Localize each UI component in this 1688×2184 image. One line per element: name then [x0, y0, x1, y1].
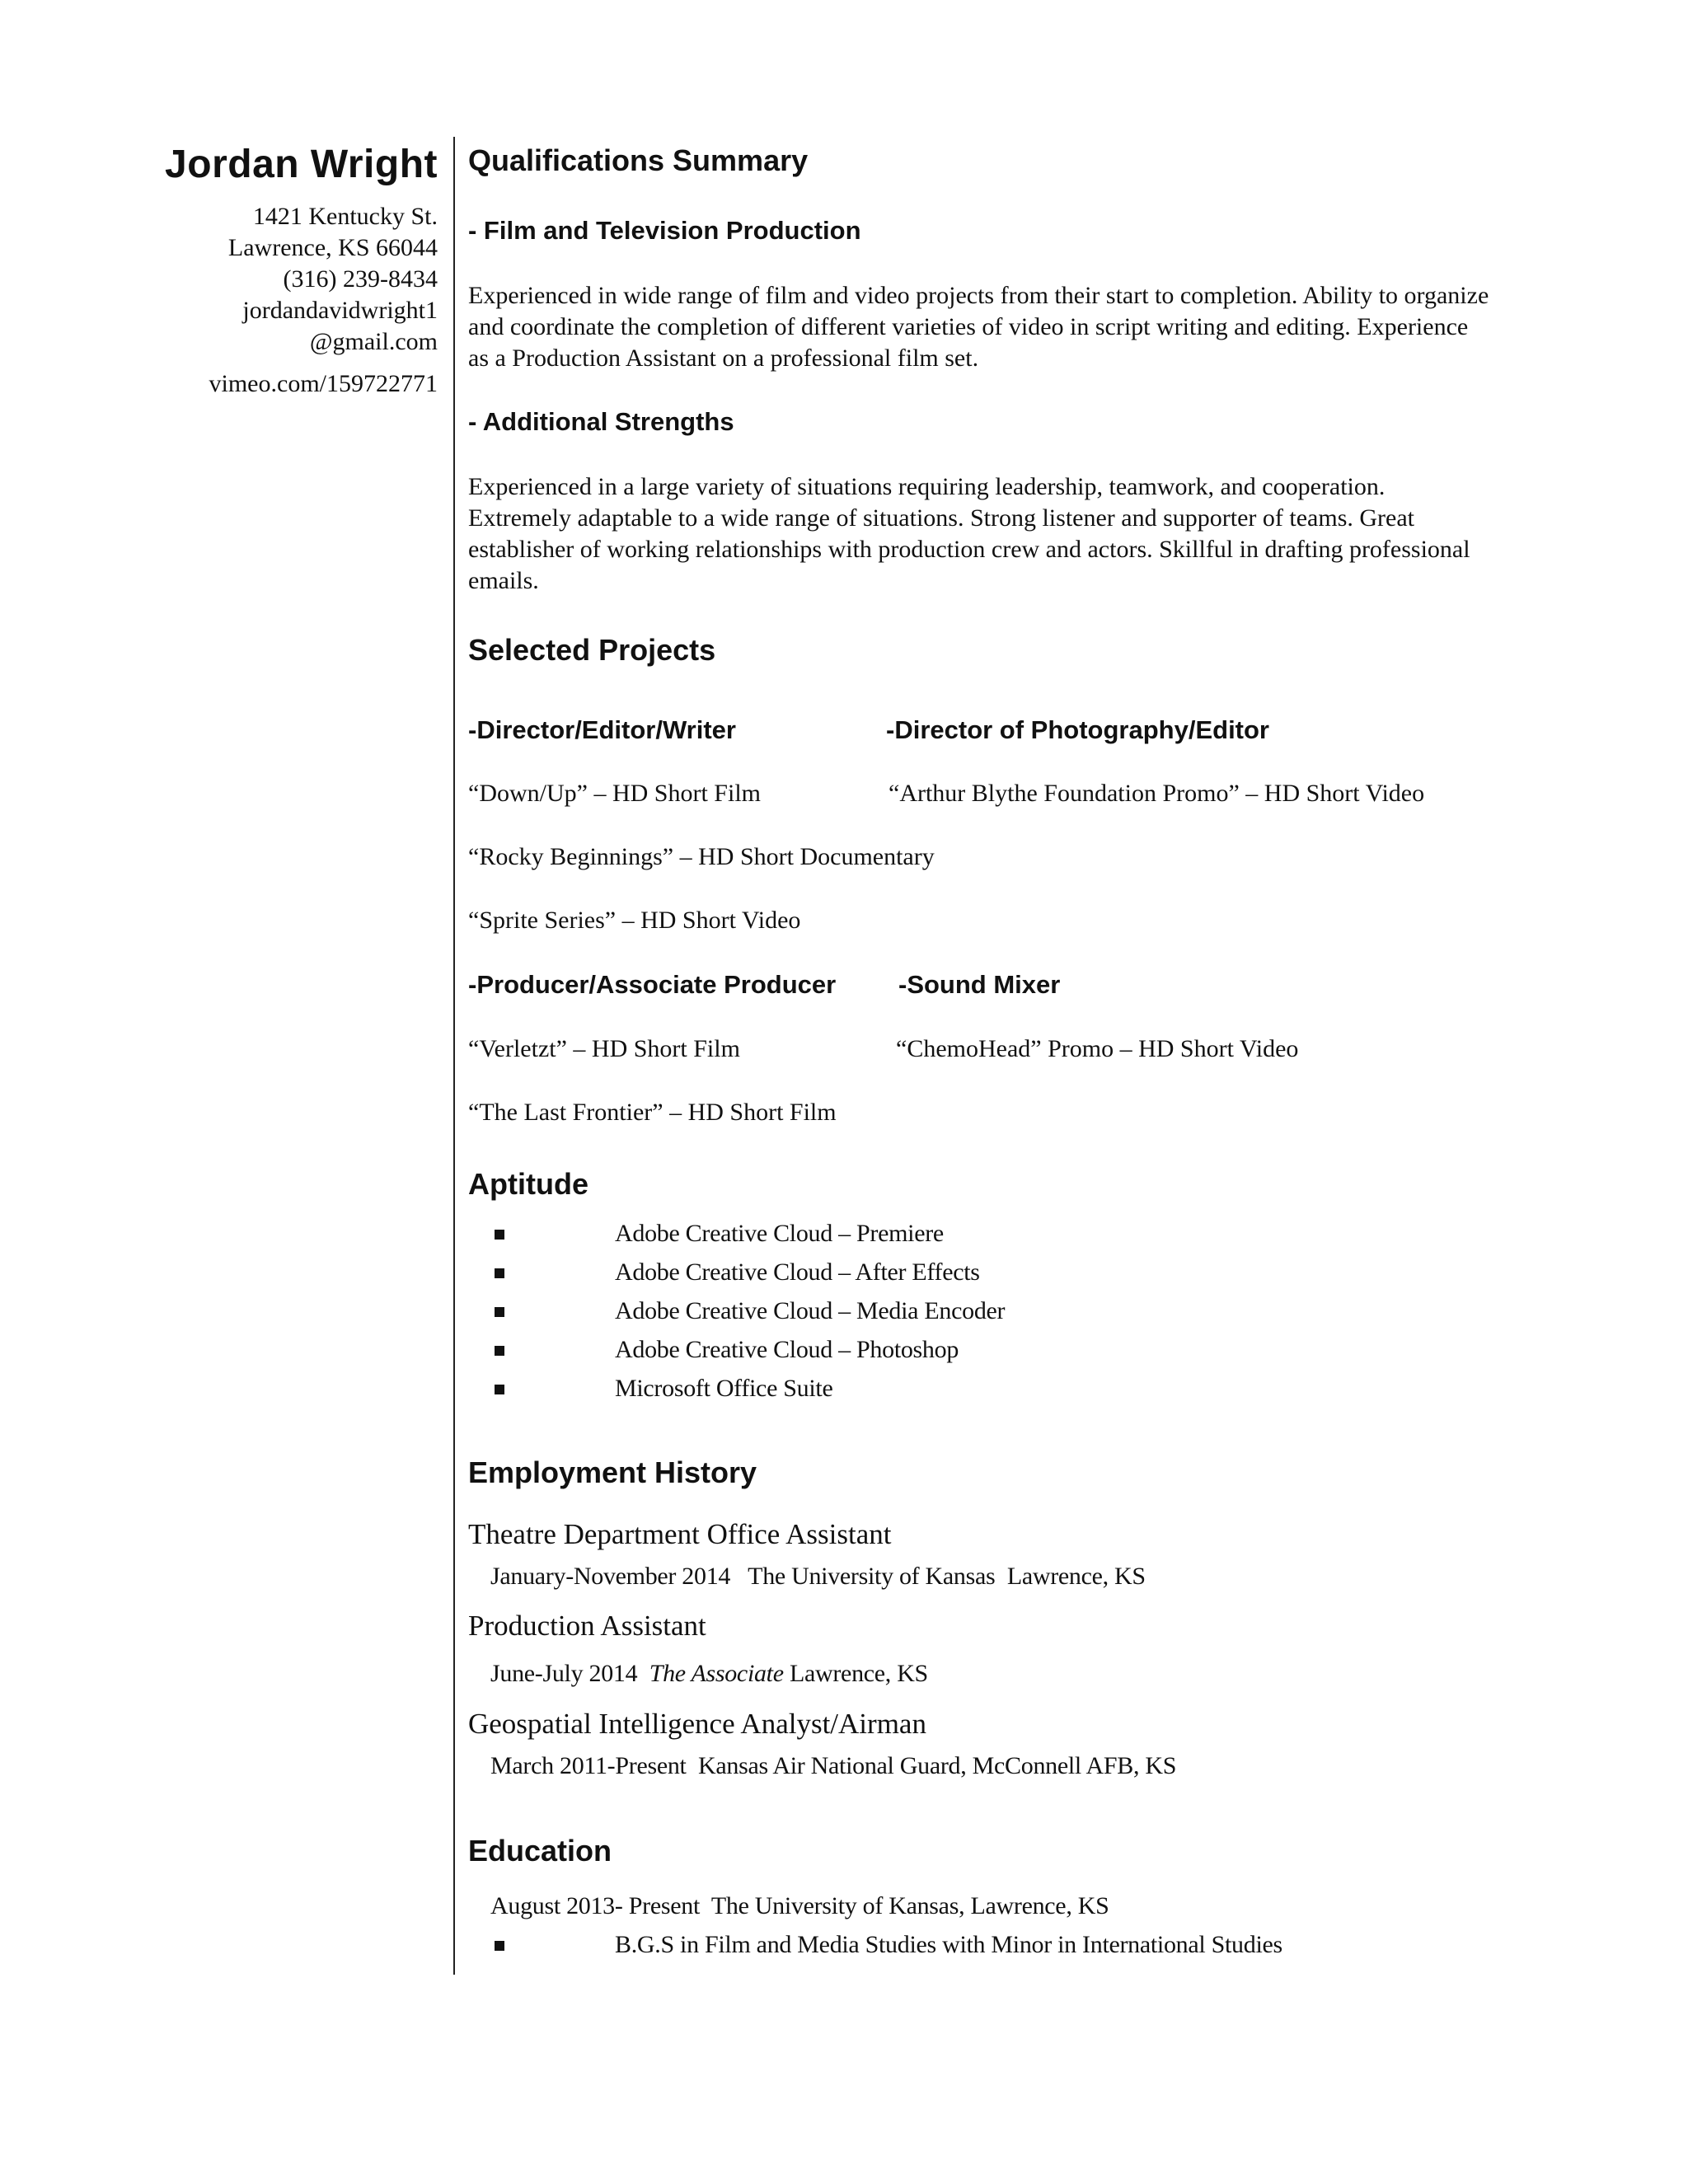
director-role-heading: -Director/Editor/Writer — [468, 715, 736, 744]
sound-role-heading: -Sound Mixer — [898, 970, 1061, 999]
film-tv-heading: - Film and Television Production — [468, 216, 861, 245]
job-title: Geospatial Intelligence Analyst/Airman — [468, 1708, 926, 1740]
project-item: “The Last Frontier” – HD Short Film — [468, 1099, 837, 1126]
project-item: “Sprite Series” – HD Short Video — [468, 907, 801, 934]
aptitude-heading: Aptitude — [468, 1167, 588, 1201]
education-details: August 2013- Present The University of Kansas, Lawrence, KS — [490, 1892, 1109, 1919]
job-title: Production Assistant — [468, 1610, 706, 1642]
additional-strengths-paragraph: Experienced in a large variety of situations requiring leadership, teamwork, and cooperation. Extremely adaptable to a wide range of situations. Strong listener and supporter of teams. Great establisher of working relationships with production crew and actors. Skillful in drafting professional emails. — [468, 473, 1470, 594]
contact-email-line2[interactable]: @gmail.com — [309, 328, 438, 355]
project-item: “Down/Up” – HD Short Film — [468, 780, 761, 807]
contact-city: Lawrence, KS 66044 — [227, 234, 438, 261]
additional-strengths-heading: - Additional Strengths — [468, 407, 734, 436]
bullet-icon — [495, 1268, 504, 1278]
bullet-icon — [495, 1230, 504, 1240]
bullet-icon — [495, 1941, 504, 1951]
job-details: January-November 2014 The University of Kansas Lawrence, KS — [490, 1563, 1146, 1590]
qualifications-heading: Qualifications Summary — [468, 143, 809, 177]
contact-phone: (316) 239-8434 — [283, 265, 438, 293]
employment-heading: Employment History — [468, 1455, 757, 1489]
job-details: June-July 2014 The Associate Lawrence, KS — [490, 1660, 928, 1687]
column-divider — [453, 137, 455, 1975]
contact-email-line1[interactable]: jordandavidwright1 — [242, 297, 438, 324]
job-title: Theatre Department Office Assistant — [468, 1518, 892, 1550]
film-tv-paragraph: Experienced in wide range of film and video projects from their start to completion. Ability to organize and coordinate the completion of different varieties of video in script writing and editing. Experience as a Production Assistant on a professional film set. — [468, 282, 1489, 372]
bullet-icon — [495, 1385, 504, 1394]
project-item: “Arthur Blythe Foundation Promo” – HD Short Video — [889, 780, 1425, 807]
producer-role-heading: -Producer/Associate Producer — [468, 970, 837, 999]
job-details: March 2011-Present Kansas Air National Guard, McConnell AFB, KS — [490, 1752, 1177, 1779]
project-item: “Verletzt” – HD Short Film — [468, 1035, 740, 1062]
bullet-icon — [495, 1346, 504, 1356]
education-heading: Education — [468, 1834, 612, 1868]
project-item: “Rocky Beginnings” – HD Short Documentary — [468, 843, 935, 870]
contact-street: 1421 Kentucky St. — [252, 203, 438, 230]
candidate-name: Jordan Wright — [165, 143, 438, 186]
project-item: “ChemoHead” Promo – HD Short Video — [896, 1035, 1299, 1062]
contact-website[interactable]: vimeo.com/159722771 — [209, 370, 438, 397]
projects-heading: Selected Projects — [468, 633, 716, 667]
bullet-icon — [495, 1307, 504, 1317]
dp-role-heading: -Director of Photography/Editor — [886, 715, 1269, 744]
